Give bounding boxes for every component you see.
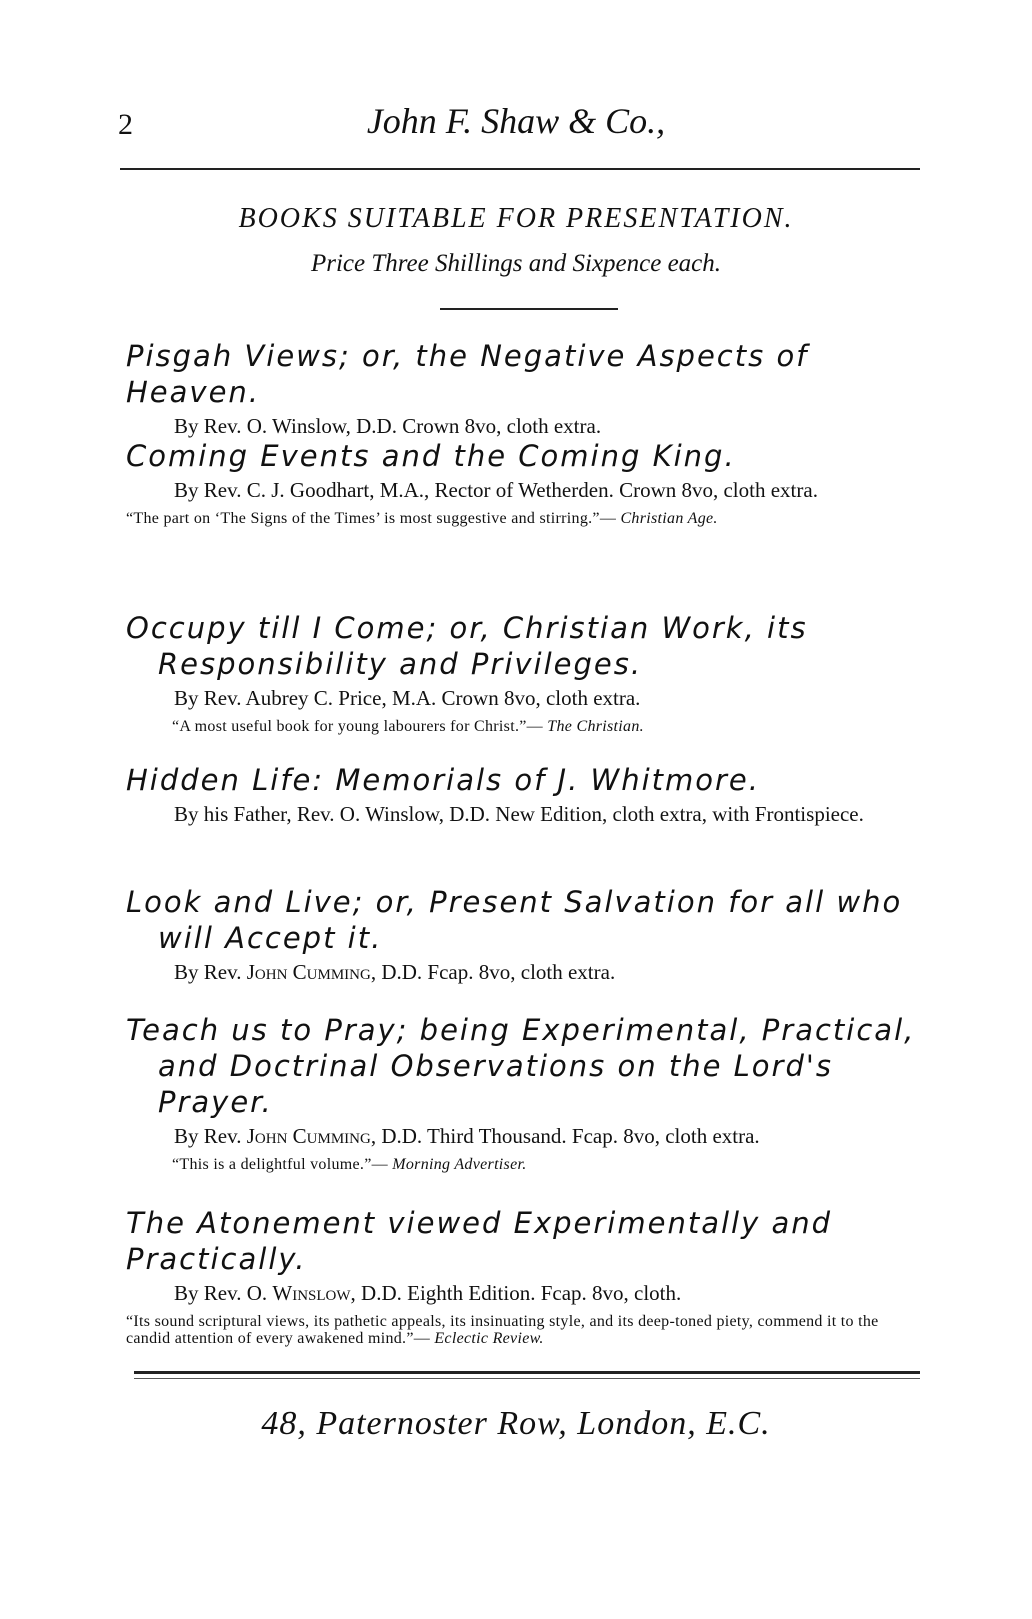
review-source: Eclectic Review.: [434, 1330, 544, 1347]
book-entry-coming-events: [126, 438, 926, 527]
price-line: Price Three Shillings and Sixpence each.: [310, 250, 722, 277]
review-source: Christian Age.: [620, 510, 718, 527]
byline-suffix: , D.D. Fcap. 8vo, cloth extra.: [370, 960, 616, 984]
book-entry-occupy-till-i-come: [126, 610, 926, 735]
book-byline: By his Father, Rev. O. Winslow, D.D. New Edition, cloth extra, with Frontispiece.: [174, 802, 864, 826]
book-review: [126, 718, 926, 735]
byline-suffix: , D.D. Third Thousand. Fcap. 8vo, cloth extra.: [370, 1124, 760, 1148]
book-review: [126, 510, 926, 527]
header-rule: [120, 168, 920, 170]
review-quote: “The part on ‘The Signs of the Times’ is most suggestive and stirring.”—: [126, 510, 617, 527]
byline-prefix: By Rev.: [174, 960, 247, 984]
book-title: Teach us to Pray; being Experimental, Practical, and Doctrinal Observations on the Lord's Prayer.: [126, 1013, 916, 1119]
book-review: [126, 1156, 926, 1173]
book-byline: [126, 1124, 926, 1148]
review-quote: “This is a delightful volume.”—: [172, 1156, 388, 1173]
footer-rule-thin: [134, 1378, 920, 1379]
review-source: The Christian.: [547, 718, 644, 735]
book-entry-hidden-life: [126, 762, 926, 826]
book-byline: [126, 1281, 926, 1305]
publisher-address: 48, Paternoster Row, London, E.C.: [261, 1405, 771, 1442]
section-title: BOOKS SUITABLE FOR PRESENTATION.: [238, 203, 794, 234]
review-source: Morning Advertiser.: [392, 1156, 527, 1173]
book-title: The Atonement viewed Experimentally and Practically.: [126, 1206, 833, 1276]
page-number: 2: [118, 108, 133, 141]
publisher-heading: John F. Shaw & Co.,: [366, 101, 666, 141]
book-title: Hidden Life: Memorials of J. Whitmore.: [126, 763, 760, 797]
book-entry-look-and-live: [126, 884, 926, 984]
review-quote: “A most useful book for young labourers for Christ.”—: [172, 718, 543, 735]
byline-author: Winslow: [272, 1281, 351, 1305]
book-byline: By Rev. O. Winslow, D.D. Crown 8vo, cloth extra.: [174, 414, 602, 438]
book-byline: By Rev. C. J. Goodhart, M.A., Rector of Wetherden. Crown 8vo, cloth extra.: [174, 478, 818, 502]
book-review: [126, 1313, 926, 1347]
book-title: Coming Events and the Coming King.: [126, 439, 736, 473]
section-divider: [440, 308, 618, 310]
book-entry-the-atonement: [126, 1205, 926, 1347]
review-quote: “Its sound scriptural views, its pathetic appeals, its insinuating style, and its deep-toned piety, commend it to the candid attention of every awakened mind.”—: [126, 1313, 879, 1347]
book-title: Occupy till I Come; or, Christian Work, its Responsibility and Privileges.: [126, 611, 808, 681]
footer-rule: [134, 1371, 920, 1374]
book-byline: [126, 960, 926, 984]
byline-suffix: , D.D. Eighth Edition. Fcap. 8vo, cloth.: [350, 1281, 682, 1305]
byline-prefix: By Rev.: [174, 1124, 247, 1148]
book-entry-teach-us-to-pray: [126, 1012, 926, 1173]
byline-prefix: By Rev. O.: [174, 1281, 273, 1305]
byline-author: John Cumming: [246, 1124, 371, 1148]
book-title: Pisgah Views; or, the Negative Aspects of Heaven.: [126, 339, 809, 409]
book-byline: By Rev. Aubrey C. Price, M.A. Crown 8vo, cloth extra.: [174, 686, 641, 710]
book-title: Look and Live; or, Present Salvation for all who will Accept it.: [126, 885, 903, 955]
book-entry-pisgah-views: [126, 338, 926, 438]
byline-author: John Cumming: [246, 960, 371, 984]
